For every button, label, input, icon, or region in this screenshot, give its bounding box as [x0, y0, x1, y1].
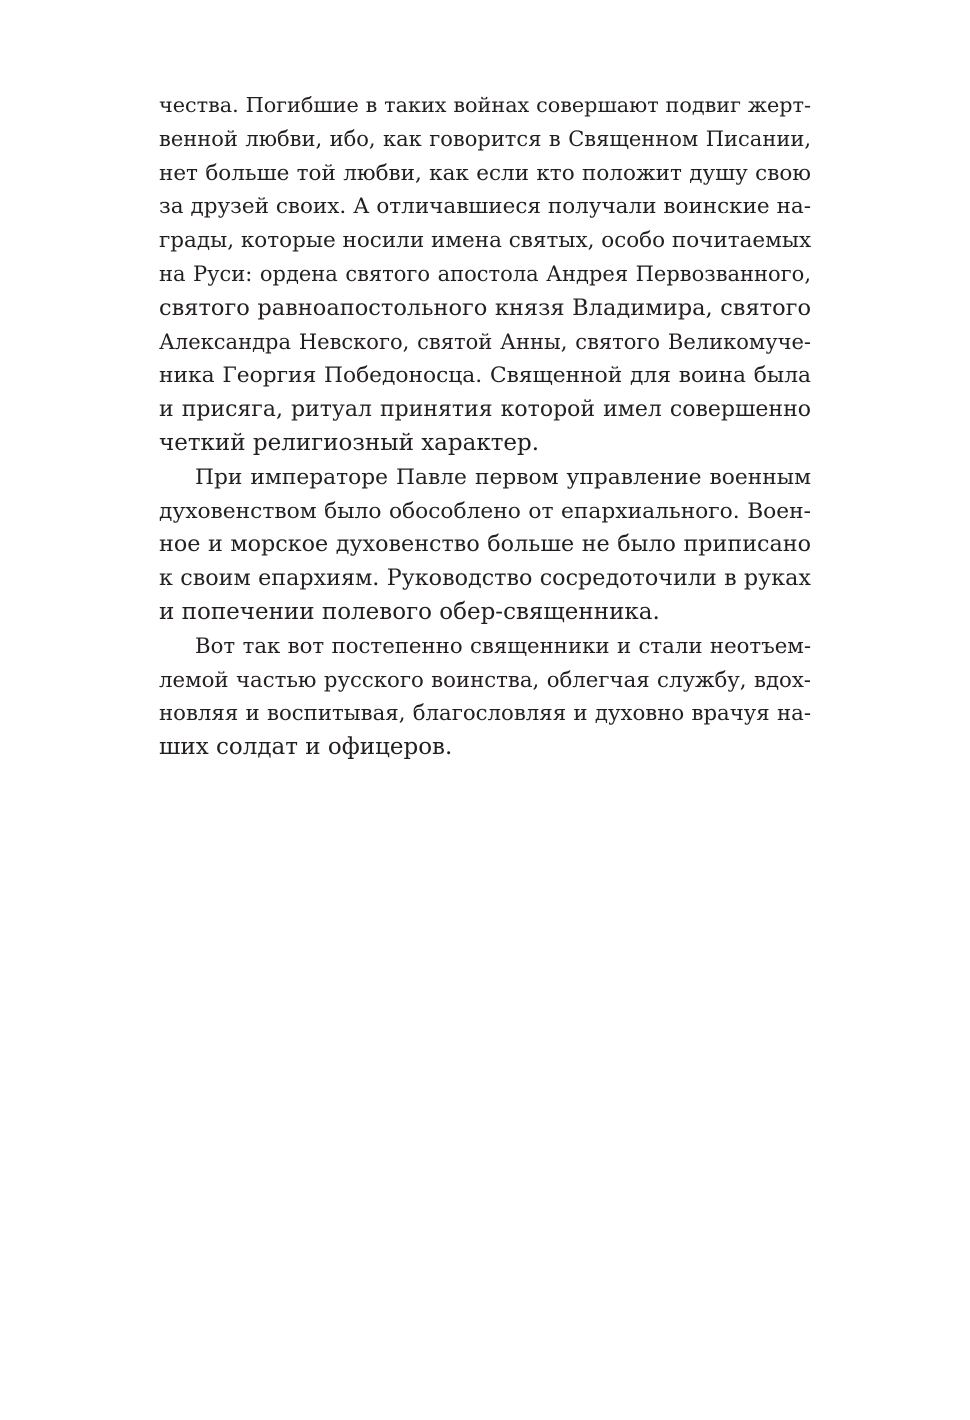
text-line: на Руси: ордена святого апостола Андрея Первозванного, [159, 261, 811, 286]
text-line: новляя и воспитывая, благословляя и духовно врачуя на- [159, 701, 811, 727]
text-line: святого равноапостольного князя Владимира, святого [159, 294, 811, 321]
text-line: Вот так вот постепенно священники и стали неотъем- [195, 633, 811, 659]
text-line: При императоре Павле первом управление военным [195, 464, 811, 490]
paragraph-3 [159, 630, 811, 765]
text-line: духовенством было обособлено от епархиального. Воен- [159, 498, 811, 524]
text-line: венной любви, ибо, как говорится в Священном Писании, [159, 126, 811, 151]
text-line: нет больше той любви, как если кто положит душу свою [159, 160, 811, 186]
text-line: ное и морское духовенство больше не было приписано [159, 531, 811, 558]
paragraph-2 [159, 461, 811, 630]
paragraph-1 [159, 89, 811, 461]
text-line: за друзей своих. А отличавшиеся получали воинские на- [159, 194, 811, 220]
text-line: лемой частью русского воинства, облегчая службу, вдох- [159, 667, 811, 693]
text-line: четкий религиозный характер. [159, 429, 540, 456]
text-line: Александра Невского, святой Анны, святого Великомуче- [159, 329, 811, 354]
text-line: ника Георгия Победоносца. Священной для воина была [159, 363, 811, 389]
text-line: и присяга, ритуал принятия которой имел совершенно [159, 397, 811, 423]
page-text [159, 89, 811, 765]
text-line: к своим епархиям. Руководство сосредоточили в руках [159, 565, 811, 592]
text-line: и попечении полевого обер-священника. [159, 598, 660, 625]
text-line: грады, которые носили имена святых, особо почитаемых [159, 228, 812, 254]
text-line: ших солдат и офицеров. [159, 734, 453, 761]
text-line: чества. Погибшие в таких войнах совершают подвиг жерт- [159, 93, 811, 117]
